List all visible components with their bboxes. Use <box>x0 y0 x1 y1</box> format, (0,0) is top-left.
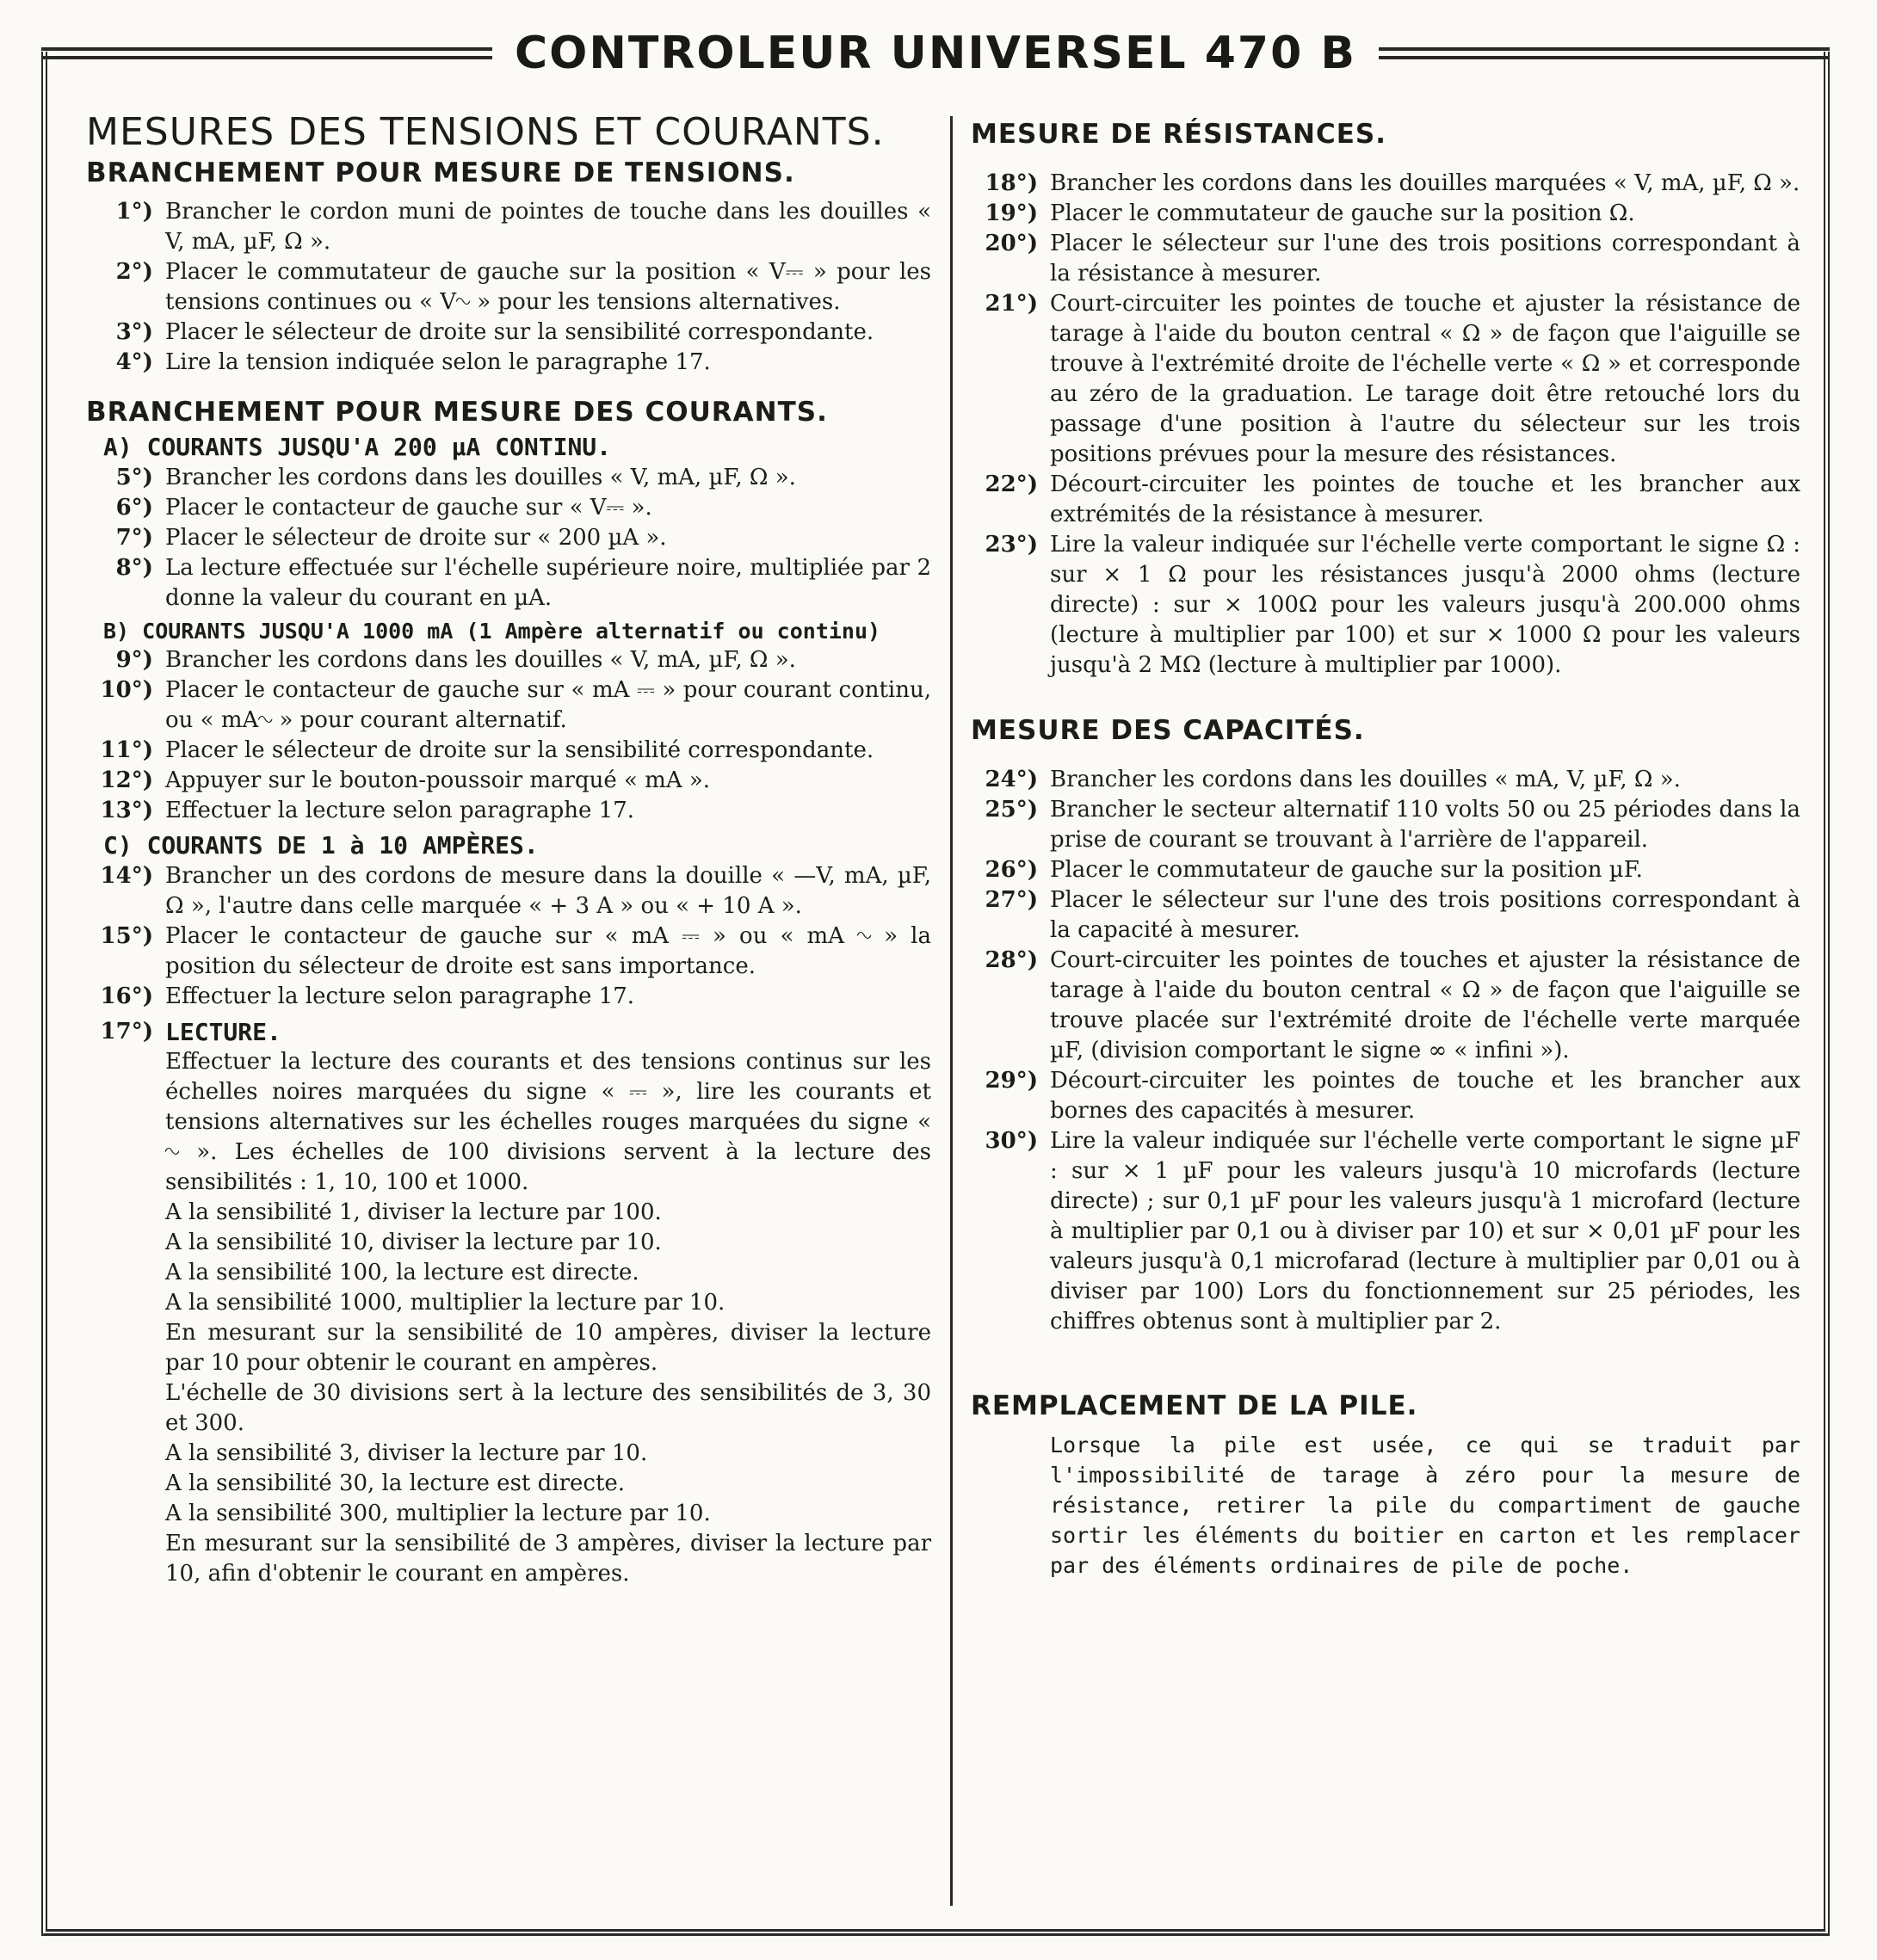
lecture-paragraph: A la sensibilité 1000, multiplier la lecture par 10. <box>165 1290 725 1316</box>
lecture-paragraph: A la sensibilité 3, diviser la lecture par 10. <box>165 1440 648 1466</box>
list-item: 5°) Brancher les cordons dans les douilles « V, mA, µF, Ω ». <box>115 465 796 490</box>
courants-heading: BRANCHEMENT POUR MESURE DES COURANTS. <box>86 397 828 428</box>
lecture-paragraph: En mesurant sur la sensibilité de 3 ampères, diviser la lecture par 10, afin d'obtenir le courant en ampères. <box>165 1531 931 1587</box>
resistances-heading: MESURE DE RÉSISTANCES. <box>971 119 1387 150</box>
lecture-paragraph: En mesurant sur la sensibilité de 10 ampères, diviser la lecture par 10 pour obtenir le courant en ampères. <box>165 1320 931 1376</box>
lecture-paragraph: A la sensibilité 10, diviser la lecture par 10. <box>165 1230 662 1255</box>
lecture-paragraph: L'échelle de 30 divisions sert à la lecture des sensibilités de 3, 30 et 300. <box>165 1380 931 1436</box>
lecture-paragraph: A la sensibilité 300, multiplier la lecture par 10. <box>165 1501 711 1526</box>
list-item: 9°) Brancher les cordons dans les douilles « V, mA, µF, Ω ». <box>115 647 796 673</box>
list-item: 10°) Placer le contacteur de gauche sur « mA ⎓ » pour courant continu, ou « mA∿ » pour courant alternatif. <box>100 677 931 733</box>
list-item: 4°) Lire la tension indiquée selon le paragraphe 17. <box>115 349 711 375</box>
list-item: 3°) Placer le sélecteur de droite sur la sensibilité correspondante. <box>115 319 874 345</box>
list-item: 20°) Placer le sélecteur sur l'une des trois positions correspondant à la résistance à mesurer. <box>985 231 1800 287</box>
list-item: 11°) Placer le sélecteur de droite sur la sensibilité correspondante. <box>100 737 874 763</box>
list-item: 18°) Brancher les cordons dans les douilles marquées « V, mA, µF, Ω ». <box>985 170 1800 196</box>
list-item: 23°) Lire la valeur indiquée sur l'échelle verte comportant le signe Ω : sur × 1 Ω pour les résistances jusqu'à 2000 ohms (lecture directe) : sur × 100Ω pour les valeurs jusqu'à 200.000 ohms (lecture à multiplier par 100) et sur × 1000 Ω pour les valeurs jusqu'à 2 MΩ (lecture à multiplier par 1000). <box>985 532 1800 678</box>
list-item: 22°) Décourt-circuiter les pointes de touche et les brancher aux extrémités de la résistance à mesurer. <box>985 472 1800 527</box>
lecture-paragraph: A la sensibilité 100, la lecture est directe. <box>165 1260 639 1285</box>
column-divider <box>950 116 953 1906</box>
list-item: 15°) Placer le contacteur de gauche sur « mA ⎓ » ou « mA ∿ » la position du sélecteur de droite est sans importance. <box>100 923 931 979</box>
lecture-paragraph: A la sensibilité 1, diviser la lecture par 100. <box>165 1199 662 1225</box>
list-item: 30°) Lire la valeur indiquée sur l'échelle verte comportant le signe µF : sur × 1 µF pour les valeurs jusqu'à 10 microfards (lecture directe) ; sur 0,1 µF pour les valeurs jusqu'à 1 microfard (lecture à multiplier par 0,1 ou à diviser par 10) et sur × 0,01 µF pour les valeurs jusqu'à 0,1 microfarad (lecture à multiplier par 0,01 ou à diviser par 100) Lors du fonctionnement sur 25 périodes, les chiffres obtenus sont à multiplier par 2. <box>985 1128 1800 1334</box>
list-item: 27°) Placer le sélecteur sur l'une des trois positions correspondant à la capacité à mesurer. <box>985 887 1800 943</box>
lecture-heading: 17°) LECTURE. <box>100 1018 281 1046</box>
pile-heading: REMPLACEMENT DE LA PILE. <box>971 1390 1418 1421</box>
tensions-heading: BRANCHEMENT POUR MESURE DE TENSIONS. <box>86 157 795 188</box>
title-bar <box>41 19 1830 88</box>
left-column <box>86 110 931 1589</box>
main-heading: MESURES DES TENSIONS ET COURANTS. <box>86 110 885 154</box>
list-item: 19°) Placer le commutateur de gauche sur la position Ω. <box>985 200 1635 226</box>
pile-paragraph: Lorsque la pile est usée, ce qui se traduit par l'impossibilité de tarage à zéro pour la mesure de résistance, retirer la pile du compartiment de gauche sortir les éléments du boitier en carton et les remplacer par des éléments ordinaires de pile de poche. <box>1050 1433 1800 1578</box>
capacites-heading: MESURE DES CAPACITÉS. <box>971 715 1365 746</box>
list-item: 28°) Court-circuiter les pointes de touches et ajuster la résistance de tarage à l'aide du bouton central « Ω » de façon que l'aiguille se trouve placée sur l'extrémité droite de l'échelle verte marquée µF, (division comportant le signe ∞ « infini »). <box>985 947 1800 1063</box>
title-rule-right <box>1379 47 1830 59</box>
subheading-c: C) COURANTS DE 1 à 10 AMPÈRES. <box>103 831 539 860</box>
page-title: CONTROLEUR UNIVERSEL 470 B <box>514 28 1357 79</box>
subheading-b: B) COURANTS JUSQU'A 1000 mA (1 Ampère alternatif ou continu) <box>103 619 881 644</box>
list-item: 14°) Brancher un des cordons de mesure dans la douille « —V, mA, µF, Ω », l'autre dans celle marquée « + 3 A » ou « + 10 A ». <box>100 863 931 919</box>
lecture-paragraph: Effectuer la lecture des courants et des tensions continus sur les échelles noires marquées du signe « ⎓ », lire les courants et tensions alternatives sur les échelles rouges marquées du signe « ∿ ». Les échelles de 100 divisions servent à la lecture des sensibilités : 1, 10, 100 et 1000. <box>165 1049 931 1195</box>
list-item: 7°) Placer le sélecteur de droite sur « 200 µA ». <box>115 525 667 551</box>
list-item: 1°) Brancher le cordon muni de pointes de touche dans les douilles « V, mA, µF, Ω ». <box>115 199 931 255</box>
list-item: 13°) Effectuer la lecture selon paragraphe 17. <box>100 798 635 823</box>
list-item: 24°) Brancher les cordons dans les douilles « mA, V, µF, Ω ». <box>985 767 1681 792</box>
lecture-paragraph: A la sensibilité 30, la lecture est directe. <box>165 1470 626 1496</box>
list-item: 12°) Appuyer sur le bouton-poussoir marqué « mA ». <box>100 767 711 793</box>
list-item: 6°) Placer le contacteur de gauche sur « V⎓ ». <box>115 495 652 521</box>
list-item: 2°) Placer le commutateur de gauche sur la position « V⎓ » pour les tensions continues ou « V∿ » pour les tensions alternatives. <box>115 259 931 315</box>
list-item: 16°) Effectuer la lecture selon paragraphe 17. <box>100 983 635 1009</box>
right-column <box>971 110 1800 1581</box>
list-item: 26°) Placer le commutateur de gauche sur la position µF. <box>985 857 1643 883</box>
title-rule-left <box>41 47 492 59</box>
subheading-a: A) COURANTS JUSQU'A 200 µA CONTINU. <box>103 433 612 461</box>
list-item: 21°) Court-circuiter les pointes de touche et ajuster la résistance de tarage à l'aide du bouton central « Ω » de façon que l'aiguille se trouve à l'extrémité droite de l'échelle verte « Ω » et corresponde au zéro de la graduation. Le tarage doit être retouché lors du passage d'une position à l'autre du sélecteur sur les trois positions prévues pour la mesure des résistances. <box>985 291 1800 467</box>
list-item: 25°) Brancher le secteur alternatif 110 volts 50 ou 25 périodes dans la prise de courant se trouvant à l'arrière de l'appareil. <box>985 797 1800 853</box>
list-item: 8°) La lecture effectuée sur l'échelle supérieure noire, multipliée par 2 donne la valeur du courant en µA. <box>115 555 931 611</box>
list-item: 29°) Décourt-circuiter les pointes de touche et les brancher aux bornes des capacités à mesurer. <box>985 1068 1800 1124</box>
